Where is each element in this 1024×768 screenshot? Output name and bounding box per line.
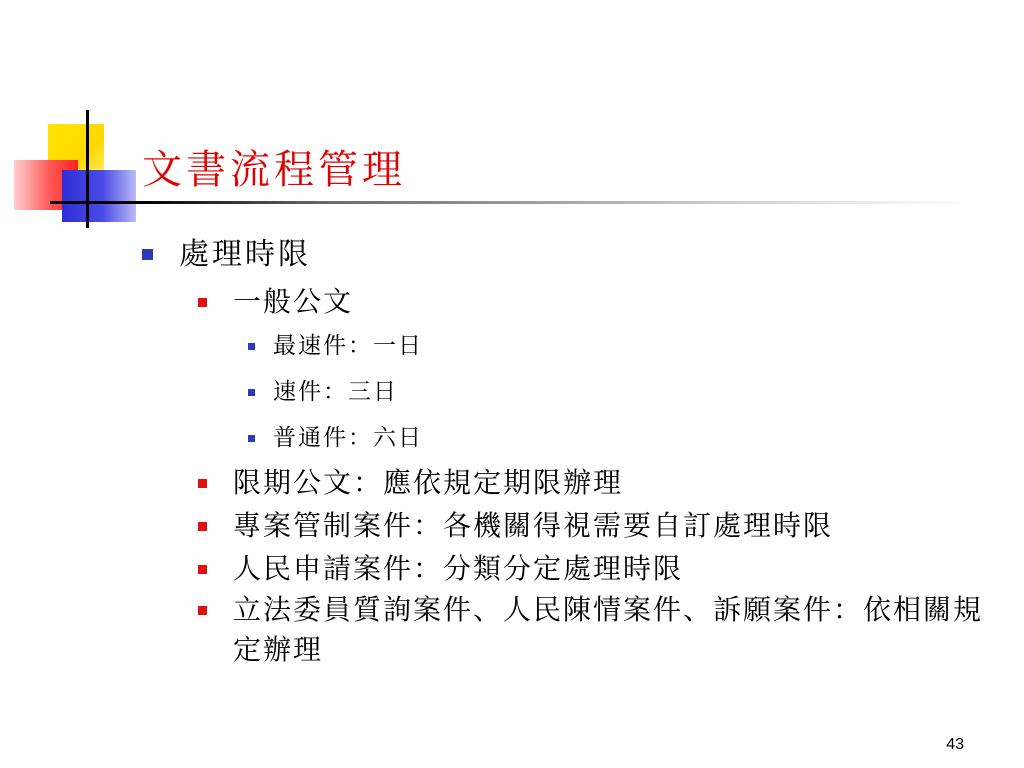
list-item — [142, 280, 1012, 461]
bullet-level3 — [142, 369, 1012, 415]
sub-sub-list — [142, 323, 1012, 461]
bullet-text: 人民申請案件：分類分定處理時限 — [233, 552, 684, 585]
sub-list — [142, 280, 1012, 670]
square-bullet-icon — [198, 565, 207, 574]
square-bullet-icon — [248, 389, 255, 396]
bullet-level1 — [142, 230, 1012, 280]
square-bullet-icon — [198, 298, 207, 307]
bullet-text: 限期公文：應依規定期限辦理 — [233, 466, 624, 499]
list-item — [142, 230, 1012, 670]
square-bullet-icon — [198, 479, 207, 488]
list-item — [142, 369, 1012, 415]
bullet-text: 處理時限 — [179, 237, 311, 272]
list-item — [142, 461, 1012, 504]
square-bullet-icon — [142, 249, 153, 260]
square-bullet-icon — [248, 435, 255, 442]
bullet-text: 立法委員質詢案件、人民陳情案件、訴願案件：依相關規定辦理 — [233, 593, 984, 666]
bullet-text: 普通件：六日 — [273, 425, 423, 451]
bullet-level3 — [142, 323, 1012, 369]
bullet-level3 — [142, 415, 1012, 461]
title-underline — [50, 201, 970, 204]
list-item — [142, 323, 1012, 369]
bullet-text: 一般公文 — [233, 285, 354, 318]
list-item — [142, 590, 1012, 670]
bullet-level2 — [142, 504, 1012, 547]
slide-title: 文書流程管理 — [142, 147, 406, 193]
bullet-text: 速件：三日 — [273, 379, 398, 405]
bullet-level2 — [142, 590, 1012, 670]
square-bullet-icon — [248, 343, 255, 350]
bullet-list — [142, 230, 1012, 670]
bullet-text: 專案管制案件：各機關得視需要自訂處理時限 — [233, 509, 834, 542]
bullet-level2 — [142, 461, 1012, 504]
page-number: 43 — [946, 736, 964, 753]
bullet-text: 最速件：一日 — [273, 333, 423, 359]
list-item — [142, 504, 1012, 547]
square-bullet-icon — [198, 522, 207, 531]
decorative-vertical-line — [86, 110, 89, 228]
bullet-level2 — [142, 280, 1012, 323]
slide-body — [142, 230, 1012, 670]
decorative-blue-square — [62, 170, 136, 222]
bullet-level2 — [142, 547, 1012, 590]
list-item — [142, 415, 1012, 461]
square-bullet-icon — [198, 606, 207, 615]
list-item — [142, 547, 1012, 590]
